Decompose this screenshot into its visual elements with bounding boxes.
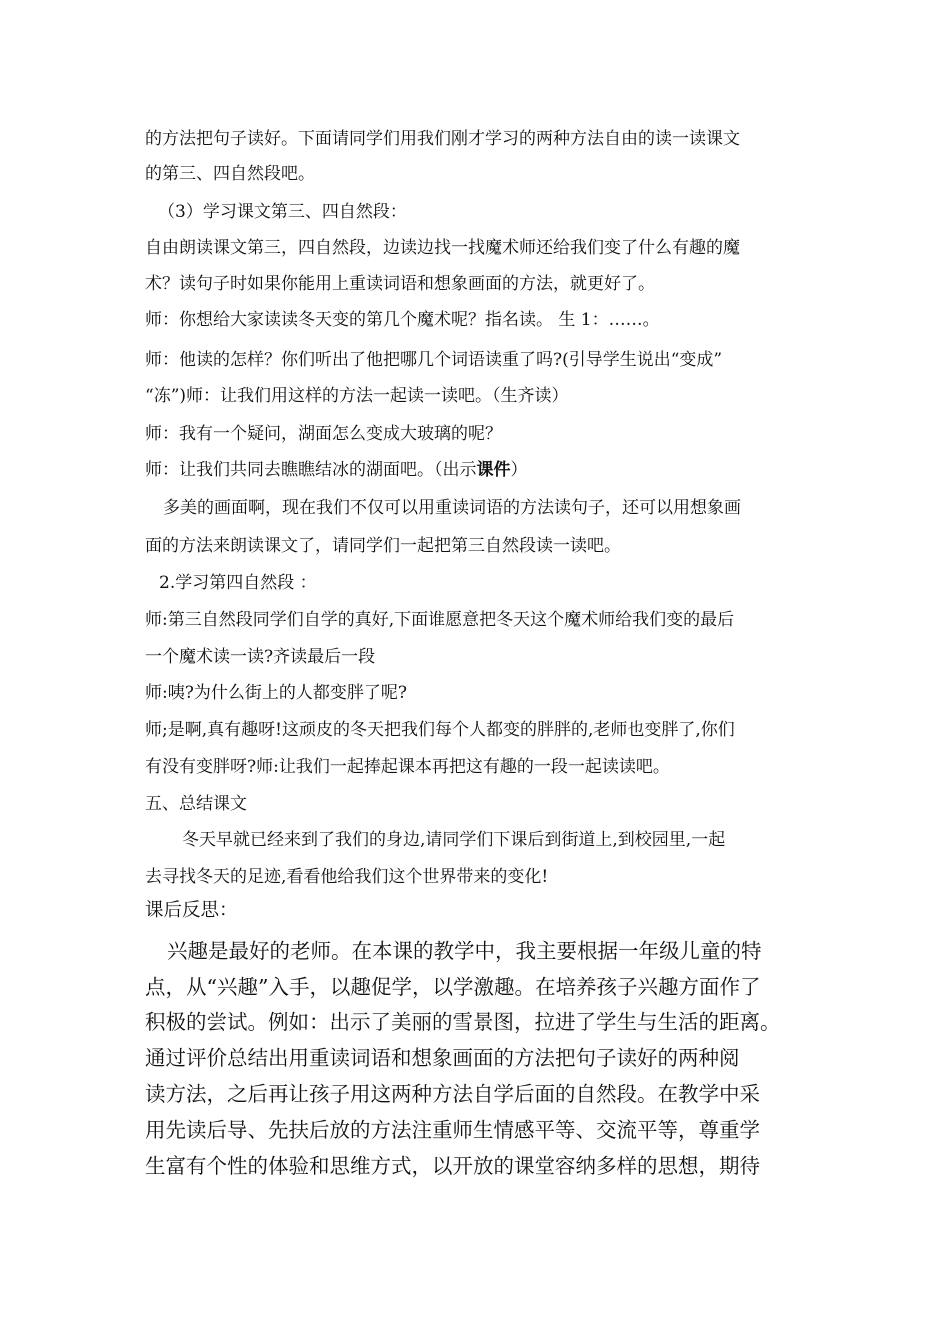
reflection-line: 用先读后导、先扶后放的方法注重师生情感平等、交流平等，尊重学: [145, 1118, 760, 1142]
text-line: 冬天早就已经来到了我们的身边,请同学们下课后到街道上,到校园里,一起: [182, 830, 726, 850]
reflection-line: 读方法，之后再让孩子用这两种方法自学后面的自然段。在教学中采: [145, 1082, 760, 1106]
text-line: 师:咦?为什么街上的人都变胖了呢?: [145, 683, 407, 703]
reflection-heading: 课后反思：: [145, 900, 238, 921]
text-line: 多美的画面啊，现在我们不仅可以用重读词语的方法读句子，还可以用想象画: [163, 498, 741, 518]
text-line: 师:第三自然段同学们自学的真好,下面谁愿意把冬天这个魔术师给我们变的最后: [145, 610, 735, 630]
text-line: 有没有变胖呀?师:让我们一起捧起课本再把这有趣的一段一起读读吧。: [145, 757, 670, 777]
text-line: 去寻找冬天的足迹,看看他给我们这个世界带来的变化!: [145, 867, 549, 887]
text-line: 师：你想给大家读读冬天变的第几个魔术呢？指名读。 生 1：……。: [145, 310, 660, 330]
section-heading: （3）学习课文第三、四自然段：: [158, 202, 407, 222]
text-line: 自由朗读课文第三，四自然段，边读边找一找魔术师还给我们变了什么有趣的魔: [145, 238, 740, 258]
text-segment: 师：让我们共同去瞧瞧结冰的湖面吧。（出示: [145, 460, 477, 480]
text-line: 的方法把句子读好。下面请同学们用我们刚才学习的两种方法自由的读一读课文: [145, 129, 740, 149]
reflection-line: 点，从“兴趣”入手，以趣促学，以学激趣。在培养孩子兴趣方面作了: [145, 975, 761, 999]
reflection-line: 兴趣是最好的老师。在本课的教学中，我主要根据一年级儿童的特: [167, 939, 762, 963]
text-line: 师;是啊,真有趣呀!这顽皮的冬天把我们每个人都变的胖胖的,老师也变胖了,你们: [145, 720, 735, 740]
text-line: 师：他读的怎样？你们听出了他把哪几个词语读重了吗?(引导学生说出“变成”: [145, 350, 723, 370]
section-heading: 五、总结课文: [145, 794, 247, 814]
section-heading: 2.学习第四自然段 ：: [159, 573, 317, 593]
reflection-line: 积极的尝试。例如：出示了美丽的雪景图，拉进了学生与生活的距离。: [145, 1010, 781, 1034]
text-line: 师：我有一个疑问，湖面怎么变成大玻璃的呢？: [145, 424, 502, 444]
text-segment: ）: [510, 460, 528, 480]
text-line: 术？读句子时如果你能用上重读词语和想象画面的方法，就更好了。: [145, 274, 655, 294]
reflection-line: 生富有个性的体验和思维方式，以开放的课堂容纳多样的思想，期待: [145, 1154, 760, 1178]
text-line: “冻”)师：让我们用这样的方法一起读一读吧。（生齐读）: [145, 386, 569, 406]
courseware-label: 课件: [476, 460, 511, 480]
text-line: [145, 459, 528, 481]
reflection-line: 通过评价总结出用重读词语和想象画面的方法把句子读好的两种阅: [145, 1046, 740, 1070]
text-line: 的第三、四自然段吧。: [145, 164, 315, 184]
text-line: 面的方法来朗读课文了，请同学们一起把第三自然段读一读吧。: [145, 536, 621, 556]
text-line: 一个魔术读一读?齐读最后一段: [145, 647, 376, 667]
